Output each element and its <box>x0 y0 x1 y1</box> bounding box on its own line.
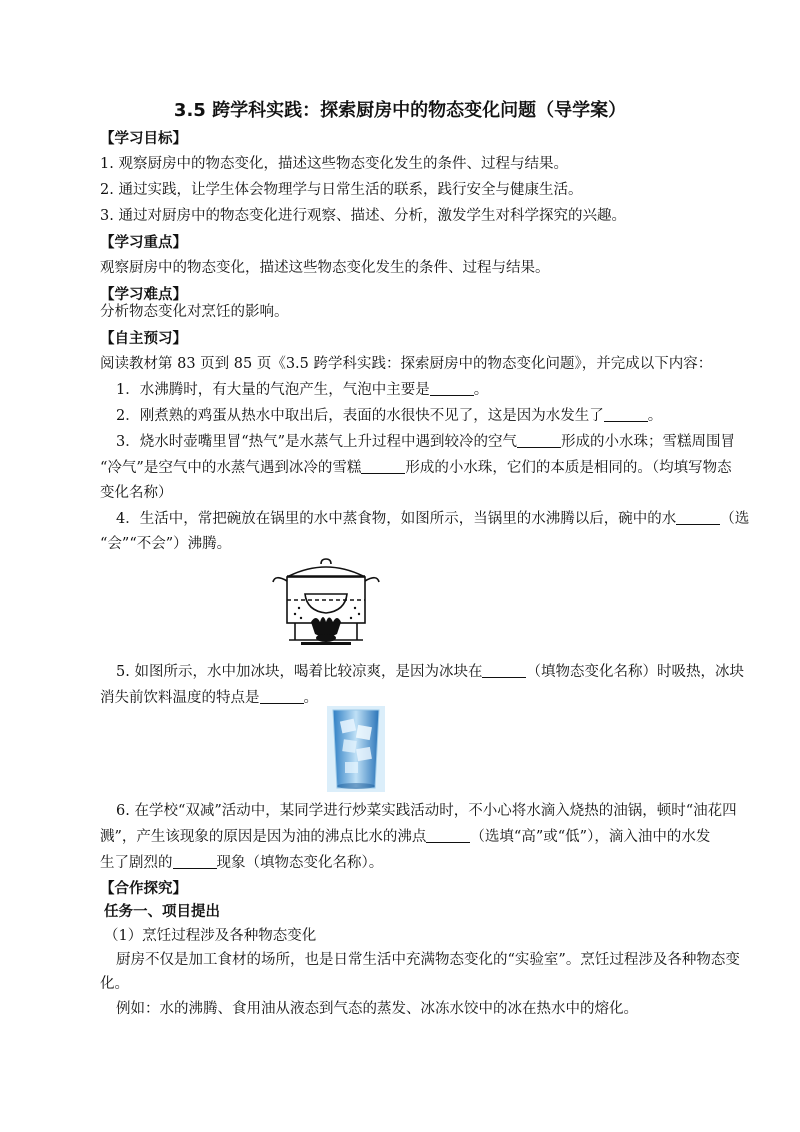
preview-intro: 阅读教材第 83 页到 85 页《3.5 跨学科实践：探索厨房中的物态变化问题》，并完成以下内容： <box>100 356 713 372</box>
question-3-line3: 变化名称） <box>100 485 173 501</box>
q2-end: 。 <box>647 408 663 424</box>
q5-blank-2[interactable] <box>260 689 304 704</box>
q3-blank-2[interactable] <box>361 459 405 474</box>
q5-blank-1[interactable] <box>482 663 526 678</box>
q6-text-c: （选填“高”或“低”），滴入油中的水发 <box>470 829 711 845</box>
q6-blank-1[interactable] <box>426 828 470 843</box>
q2-text: 2．刚煮熟的鸡蛋从热水中取出后，表面的水很快不见了，这是因为水发生了 <box>116 408 604 424</box>
question-6-line1: 6. 在学校“双减”活动中，某同学进行炒菜实践活动时，不小心将水滴入烧热的油锅，顿时“油花四 <box>116 803 737 819</box>
goal-3: 3. 通过对厨房中的物态变化进行观察、描述、分析，激发学生对科学探究的兴趣。 <box>100 208 626 224</box>
q4-text-b: （选 <box>720 511 750 527</box>
ice-water-glass-figure <box>327 706 385 792</box>
question-6-line2 <box>100 827 710 847</box>
q6-blank-2[interactable] <box>173 854 217 869</box>
steaming-pot-figure <box>271 556 381 652</box>
question-3-line1 <box>116 432 735 452</box>
difficult-point: 分析物态变化对烹饪的影响。 <box>100 304 289 320</box>
q1-blank[interactable] <box>430 381 474 396</box>
q5-text-c: 消失前饮料温度的特点是 <box>100 690 260 706</box>
q2-blank[interactable] <box>604 407 648 422</box>
q3-blank-1[interactable] <box>517 433 561 448</box>
q5-text-b: （填物态变化名称）时吸热，冰块 <box>526 664 744 680</box>
q4-text-a: 4．生活中，常把碗放在锅里的水中蒸食物，如图所示，当锅里的水沸腾以后，碗中的水 <box>116 511 677 527</box>
goal-1: 1. 观察厨房中的物态变化，描述这些物态变化发生的条件、过程与结果。 <box>100 156 568 172</box>
q1-end: 。 <box>473 382 489 398</box>
key-point: 观察厨房中的物态变化，描述这些物态变化发生的条件、过程与结果。 <box>100 260 550 276</box>
question-2 <box>116 406 662 426</box>
task-1-heading: 任务一、项目提出 <box>104 904 220 920</box>
goals-heading: 【学习目标】 <box>100 131 187 147</box>
q3-text-a: 3．烧水时壶嘴里冒“热气”是水蒸气上升过程中遇到较冷的空气 <box>116 434 518 450</box>
coop-heading: 【合作探究】 <box>100 881 187 897</box>
question-5-line1 <box>116 662 744 682</box>
task-1-paragraph-2: 例如：水的沸腾、食用油从液态到气态的蒸发、冰冻水饺中的冰在热水中的熔化。 <box>116 1001 638 1017</box>
question-1 <box>116 380 488 400</box>
key-heading: 【学习重点】 <box>100 235 187 251</box>
preview-heading: 【自主预习】 <box>100 331 187 347</box>
question-6-line3 <box>100 853 383 873</box>
question-4-line1 <box>116 509 749 529</box>
q6-text-b: 溅”，产生该现象的原因是因为油的沸点比水的沸点 <box>100 829 427 845</box>
difficult-heading: 【学习难点】 <box>100 287 187 303</box>
q1-text: 1．水沸腾时，有大量的气泡产生，气泡中主要是 <box>116 382 430 398</box>
q3-text-c: “冷气”是空气中的水蒸气遇到冰冷的雪糕 <box>100 460 362 476</box>
goal-2: 2. 通过实践，让学生体会物理学与日常生活的联系，践行安全与健康生活。 <box>100 182 583 198</box>
page-title: 3.5 跨学科实践：探索厨房中的物态变化问题（导学案） <box>173 100 627 121</box>
q6-text-d: 生了剧烈的 <box>100 855 173 871</box>
q3-text-d: 形成的小水珠，它们的本质是相同的。（均填写物态 <box>405 460 732 476</box>
question-4-line2: “会”“不会”）沸腾。 <box>100 536 232 552</box>
task-1-subheading: （1）烹饪过程涉及各种物态变化 <box>104 928 317 944</box>
q6-text-e: 现象（填物态变化名称）。 <box>216 855 384 871</box>
question-5-line2 <box>100 688 318 708</box>
q3-text-b: 形成的小水珠；雪糕周围冒 <box>561 434 736 450</box>
q5-text-a: 5. 如图所示，水中加冰块，喝着比较凉爽，是因为冰块在 <box>116 664 483 680</box>
q5-text-d: 。 <box>303 690 318 706</box>
q4-blank[interactable] <box>676 510 720 525</box>
task-1-paragraph-1: 厨房不仅是加工食材的场所，也是日常生活中充满物态变化的“实验室”。烹饪过程涉及各种物态变 <box>116 952 740 968</box>
question-3-line2 <box>100 458 732 478</box>
task-1-paragraph-1-cont: 化。 <box>100 976 129 992</box>
